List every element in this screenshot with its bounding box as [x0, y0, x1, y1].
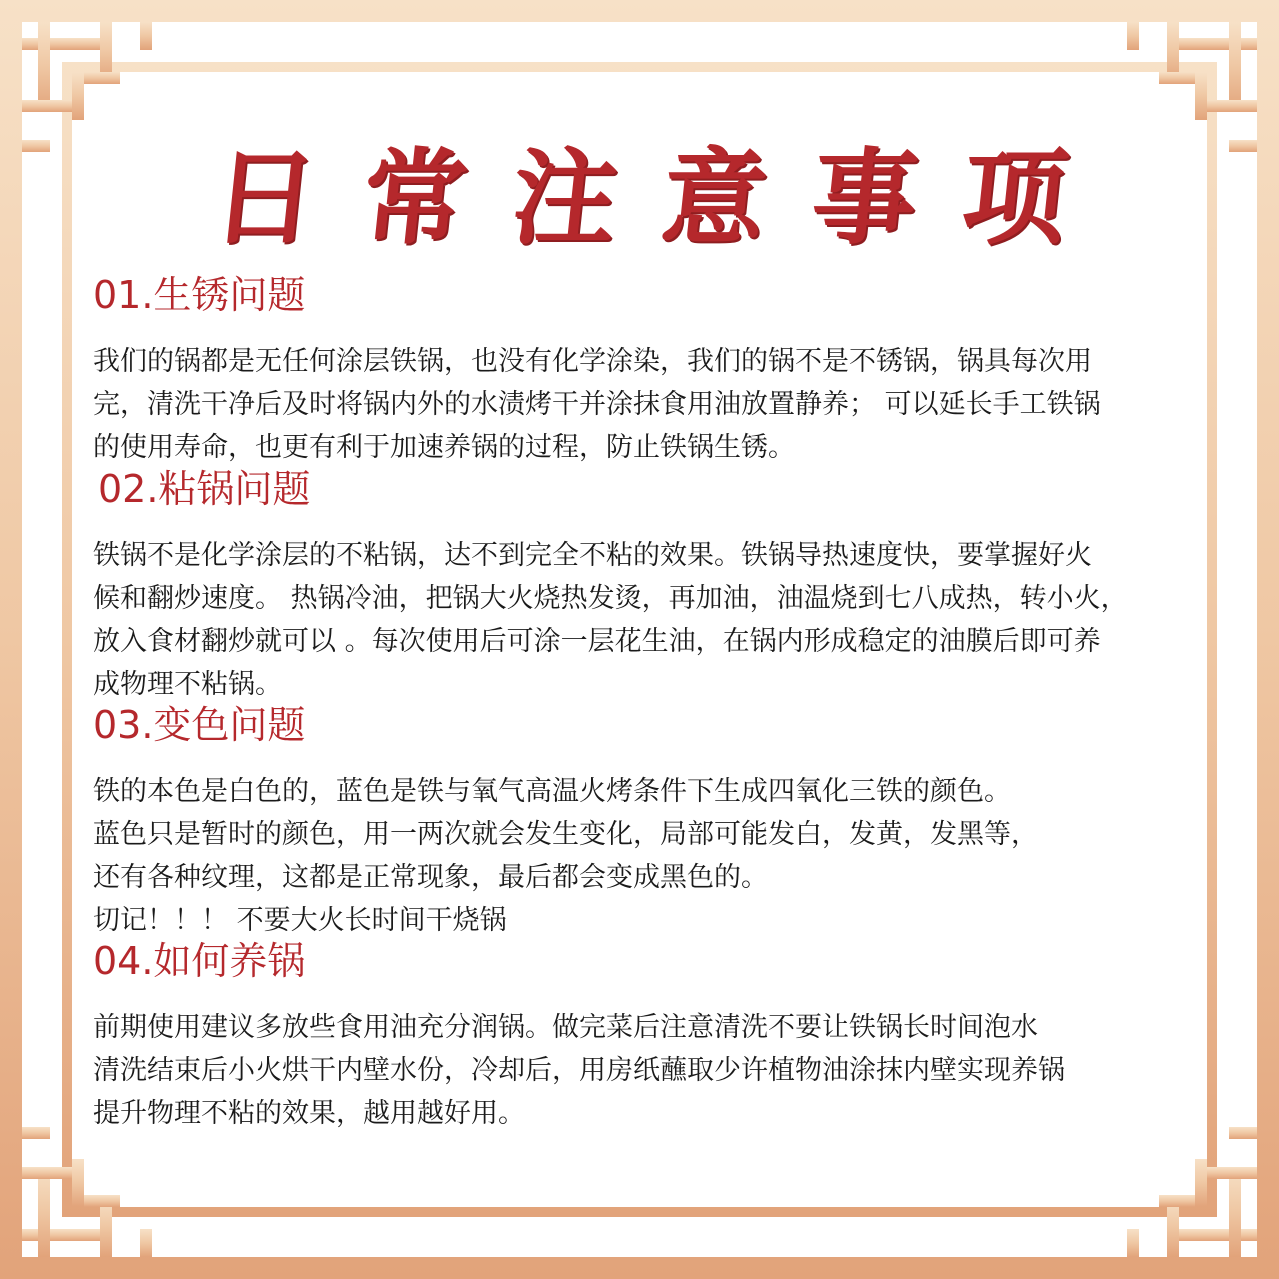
section-body-sticking: [93, 534, 1243, 706]
paragraph-line: 还有各种纹理，这都是正常现象，最后都会变成黑色的。: [93, 862, 768, 893]
section-heading-seasoning: 04.如何养锅: [93, 939, 306, 983]
paragraph-line: 的使用寿命，也更有利于加速养锅的过程，防止铁锅生锈。: [93, 432, 795, 463]
paragraph-line: 铁的本色是白色的，蓝色是铁与氧气高温火烤条件下生成四氧化三铁的颜色。: [93, 776, 1011, 807]
section-heading-rust: 01.生锈问题: [93, 273, 306, 317]
page-title: 日常注意事项: [206, 136, 1120, 259]
paragraph-line: 铁锅不是化学涂层的不粘锅，达不到完全不粘的效果。铁锅导热速度快，要掌握好火: [93, 540, 1092, 571]
paragraph-line: 前期使用建议多放些食用油充分润锅。做完菜后注意清洗不要让铁锅长时间泡水: [93, 1012, 1038, 1043]
paragraph-line: 我们的锅都是无任何涂层铁锅，也没有化学涂染，我们的锅不是不锈锅，锅具每次用: [93, 346, 1092, 377]
paragraph-line: 成物理不粘锅。: [93, 669, 282, 700]
section-body-seasoning: [93, 1006, 1243, 1135]
paragraph-line: 放入食材翻炒就可以 。每次使用后可涂一层花生油，在锅内形成稳定的油膜后即可养: [93, 626, 1101, 657]
section-body-discoloration: [93, 770, 1243, 942]
section-heading-sticking: 02.粘锅问题: [98, 467, 311, 511]
paragraph-line: 完，清洗干净后及时将锅内外的水渍烤干并涂抹食用油放置静养； 可以延长手工铁锅: [93, 389, 1101, 420]
paragraph-line: 蓝色只是暂时的颜色，用一两次就会发生变化，局部可能发白，发黄，发黑等，: [93, 819, 1038, 850]
corner-ornament-bottom-right: [1127, 1127, 1257, 1257]
paragraph-line: 切记！！！ 不要大火长时间干烧锅: [93, 905, 507, 936]
paragraph-line: 提升物理不粘的效果，越用越好用。: [93, 1098, 525, 1129]
section-body-rust: [93, 340, 1243, 469]
corner-ornament-bottom-left: [22, 1127, 152, 1257]
paragraph-line: 清洗结束后小火烘干内壁水份，冷却后，用房纸蘸取少许植物油涂抹内壁实现养锅: [93, 1055, 1065, 1086]
section-heading-discoloration: 03.变色问题: [93, 703, 306, 747]
paragraph-line: 候和翻炒速度。 热锅冷油，把锅大火烧热发烫，再加油，油温烧到七八成热，转小火，: [93, 583, 1128, 614]
